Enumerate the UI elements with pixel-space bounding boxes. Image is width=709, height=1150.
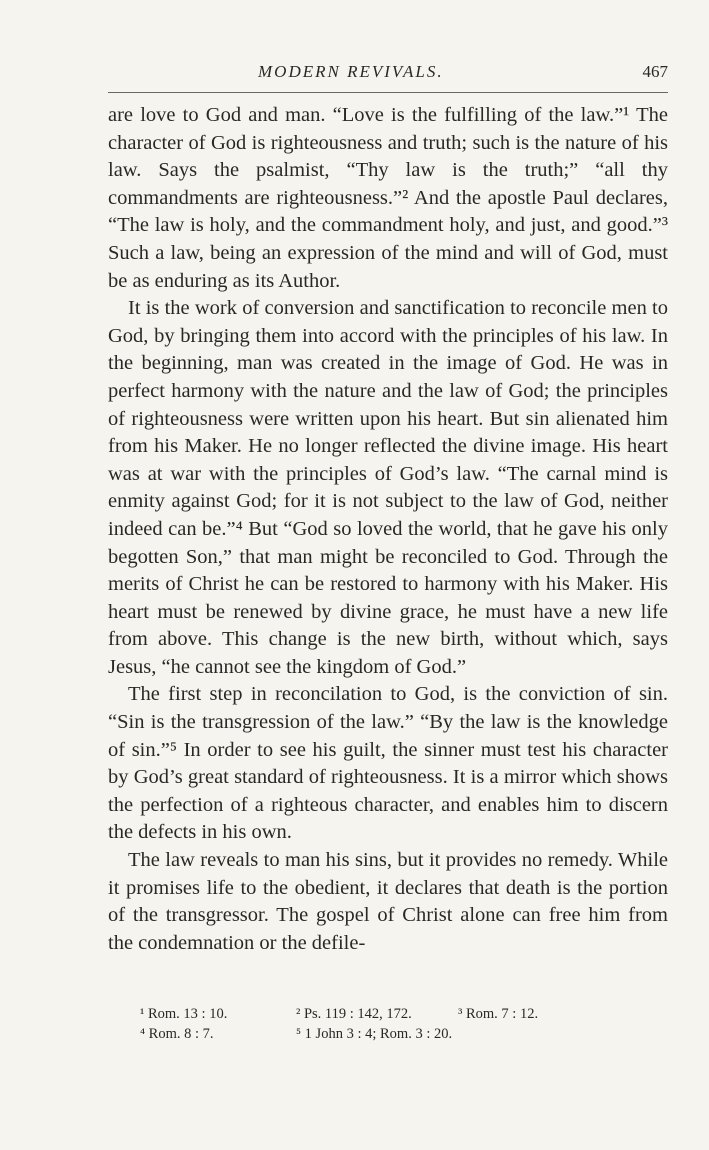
running-title: MODERN REVIVALS. [258,62,444,81]
footnote-5: ⁵ 1 John 3 : 4; Rom. 3 : 20. [296,1026,453,1042]
footnote-2: ² Ps. 119 : 142, 172. [296,1006,412,1022]
footnote-4: ⁴ Rom. 8 : 7. [140,1026,214,1042]
paragraph-2: It is the work of conversion and sanctification to reconcile men to God, by bringing them into accord with the principles of his law. In the beginning, man was created in the image of God. He was in perfect harmony with the nature and the law of God; the principles of righteousness were written upon his heart. But sin alienated him from his Maker. He no longer reflected the divine image. His heart was at war with the principles of God’s law. “The carnal mind is enmity against God; for it is not subject to the law of God, neither indeed can be.”⁴ But “God so loved the world, that he gave his only begotten Son,” that man might be reconciled to God. Through the merits of Christ he can be restored to harmony with his Maker. His heart must be renewed by divine grace, he must have a new life from above. This change is the new birth, without which, says Jesus, “he cannot see the kingdom of God.” [108,297,668,678]
footnote-1: ¹ Rom. 13 : 10. [140,1006,228,1022]
footnotes [140,1004,640,1044]
header-rule [108,92,668,93]
body-text [108,102,668,957]
running-head [108,62,668,86]
page-number: 467 [642,62,668,81]
paragraph-4: The law reveals to man his sins, but it provides no remedy. While it promises life to the obedient, it declares that death is the portion of the transgressor. The gospel of Christ alone can free him from the condemnation or the defile- [108,849,668,954]
paragraph-1: are love to God and man. “Love is the fulfilling of the law.”¹ The character of God is righteousness and truth; such is the nature of his law. Says the psalmist, “Thy law is the truth;” “all thy commandments are righteousness.”² And the apostle Paul declares, “The law is holy, and the commandment holy, and just, and good.”³ Such a law, being an expression of the mind and will of God, must be as enduring as its Author. [108,104,668,292]
footnote-row [140,1024,640,1044]
paragraph-3: The first step in reconcilation to God, is the conviction of sin. “Sin is the transgression of the law.” “By the law is the knowledge of sin.”⁵ In order to see his guilt, the sinner must test his character by God’s great standard of righteousness. It is a mirror which shows the perfection of a righteous character, and enables him to discern the defects in his own. [108,683,668,844]
footnote-row [140,1004,640,1024]
footnote-3: ³ Rom. 7 : 12. [458,1006,539,1022]
